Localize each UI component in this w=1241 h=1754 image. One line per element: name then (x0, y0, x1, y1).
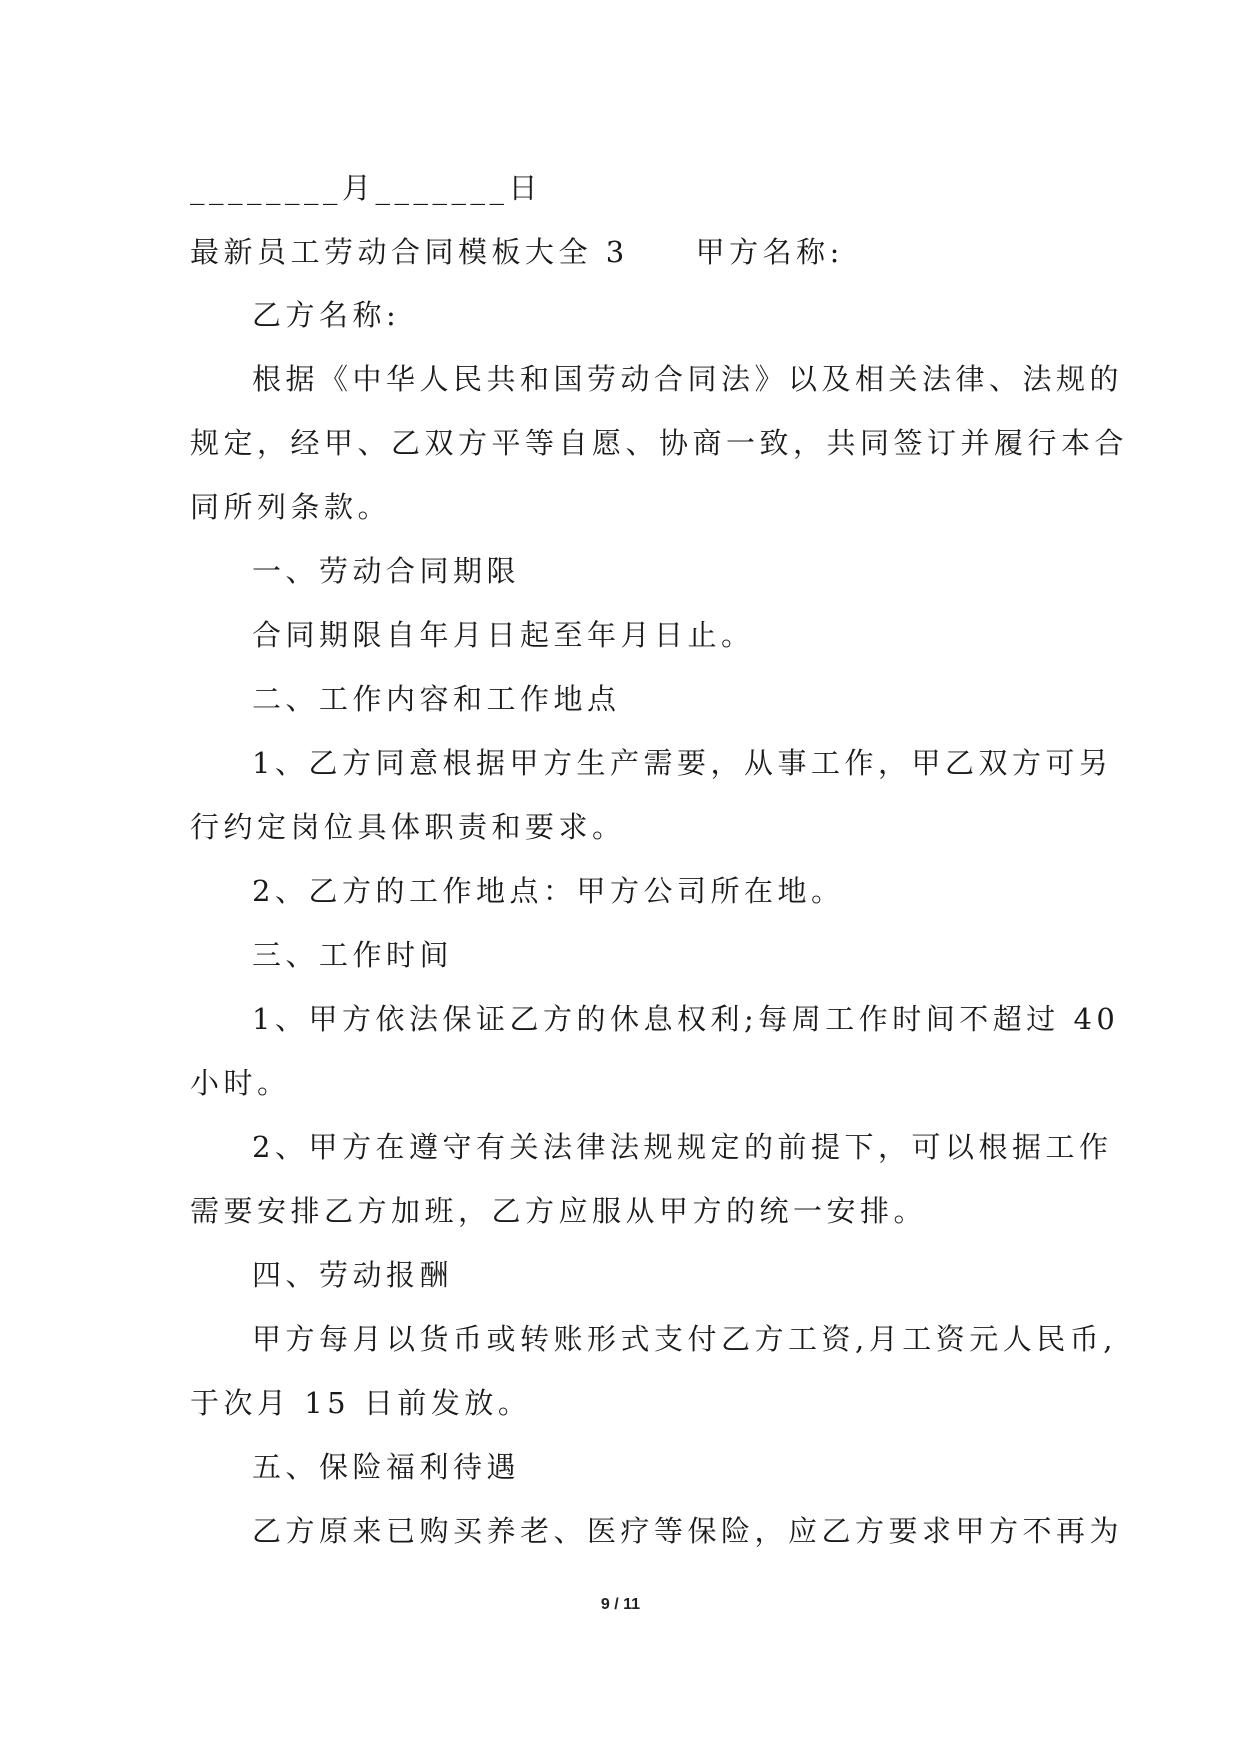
paragraph-line: 甲方每月以货币或转账形式支付乙方工资,月工资元人民币, (252, 1322, 1117, 1356)
paragraph-line: 1、甲方依法保证乙方的休息权利;每周工作时间不超过 40 (252, 1002, 1120, 1036)
section-heading: 三、工作时间 (252, 938, 454, 972)
paragraph-line: 行约定岗位具体职责和要求。 (190, 810, 626, 844)
section-heading: 二、工作内容和工作地点 (252, 682, 621, 716)
title-line: 最新员工劳动合同模板大全 3 甲方名称: (190, 235, 844, 269)
section-heading: 一、劳动合同期限 (252, 554, 521, 588)
section-heading: 四、劳动报酬 (252, 1258, 454, 1292)
paragraph-line: 于次月 15 日前发放。 (190, 1386, 532, 1420)
paragraph-line: 根据《中华人民共和国劳动合同法》以及相关法律、法规的 (252, 362, 1124, 396)
paragraph-line: 2、甲方在遵守有关法律法规规定的前提下，可以根据工作 (252, 1130, 1113, 1164)
paragraph-line: 乙方原来已购买养老、医疗等保险，应乙方要求甲方不再为 (252, 1514, 1124, 1548)
paragraph-line: 同所列条款。 (190, 490, 392, 524)
section-heading: 五、保险福利待遇 (252, 1450, 521, 1484)
paragraph-line: 需要安排乙方加班，乙方应服从甲方的统一安排。 (190, 1194, 928, 1228)
paragraph-line: 1、乙方同意根据甲方生产需要，从事工作，甲乙双方可另 (252, 746, 1113, 780)
date-line: ________月_______日 (190, 171, 543, 205)
paragraph-line: 2、乙方的工作地点：甲方公司所在地。 (252, 874, 845, 908)
paragraph-line: 合同期限自年月日起至年月日止。 (252, 618, 755, 652)
party-b-name: 乙方名称: (252, 298, 401, 332)
paragraph-line: 规定，经甲、乙双方平等自愿、协商一致，共同签订并履行本合 (190, 426, 1129, 460)
paragraph-line: 小时。 (190, 1066, 291, 1100)
page-number: 9 / 11 (600, 1596, 641, 1613)
